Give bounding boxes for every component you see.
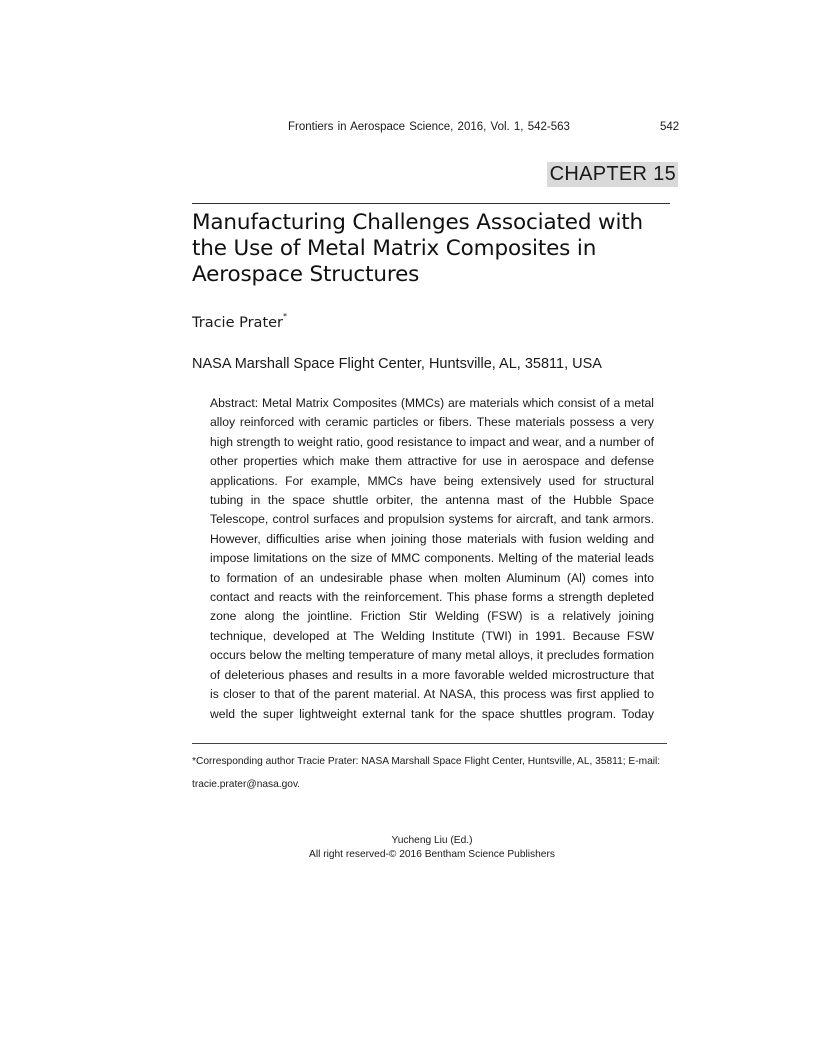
running-header: Frontiers in Aerospace Science, 2016, Vol. 1, 542-563 xyxy=(288,121,570,133)
footnote-rule xyxy=(192,743,667,744)
page-footer xyxy=(192,834,672,862)
author-name: Tracie Prater xyxy=(192,314,284,331)
editor-credit: Yucheng Liu (Ed.) xyxy=(391,835,473,846)
author-footnote-mark: * xyxy=(283,312,288,321)
chapter-label: CHAPTER 15 xyxy=(547,162,678,187)
title-rule xyxy=(192,203,670,204)
corresponding-author-footnote: *Corresponding author Tracie Prater: NASA Marshall Space Flight Center, Huntsville, AL, 35811; E-mail: tracie.prater@nasa.gov. xyxy=(192,756,661,790)
affiliation: NASA Marshall Space Flight Center, Huntsville, AL, 35811, USA xyxy=(192,356,602,372)
paper-title: Manufacturing Challenges Associated with the Use of Metal Matrix Composites in Aerospace Structures xyxy=(192,210,644,287)
author-line xyxy=(192,314,287,331)
copyright-notice: All right reserved-© 2016 Bentham Science Publishers xyxy=(309,849,555,860)
abstract: Abstract: Metal Matrix Composites (MMCs) are materials which consist of a metal alloy reinforced with ceramic particles or fibers. These materials possess a very high strength to weight ratio, good resistance to impact and wear, and a number of other properties which make them attractive for use in aerospace and defense applications. For example, MMCs have being extensively used for structural tubing in the space shuttle orbiter, the antenna mast of the Hubble Space Telescope, control surfaces and propulsion systems for aircraft, and tank armors. However, difficulties arise when joining those materials with fusion welding and impose limitations on the size of MMC components. Melting of the material leads to formation of an undesirable phase when molten Aluminum (Al) comes into contact and reacts with the reinforcement. This phase forms a strength depleted zone along the jointline. Friction Stir Welding (FSW) is a relatively joining technique, developed at The Welding Institute (TWI) in 1991. Because FSW occurs below the melting temperature of many metal alloys, it precludes formation of deleterious phases and results in a more favorable welded microstructure that is closer to that of the parent material. At NASA, this process was first applied to weld the super lightweight external tank for the space shuttles program. Today xyxy=(210,396,654,721)
page-number: 542 xyxy=(660,121,680,133)
